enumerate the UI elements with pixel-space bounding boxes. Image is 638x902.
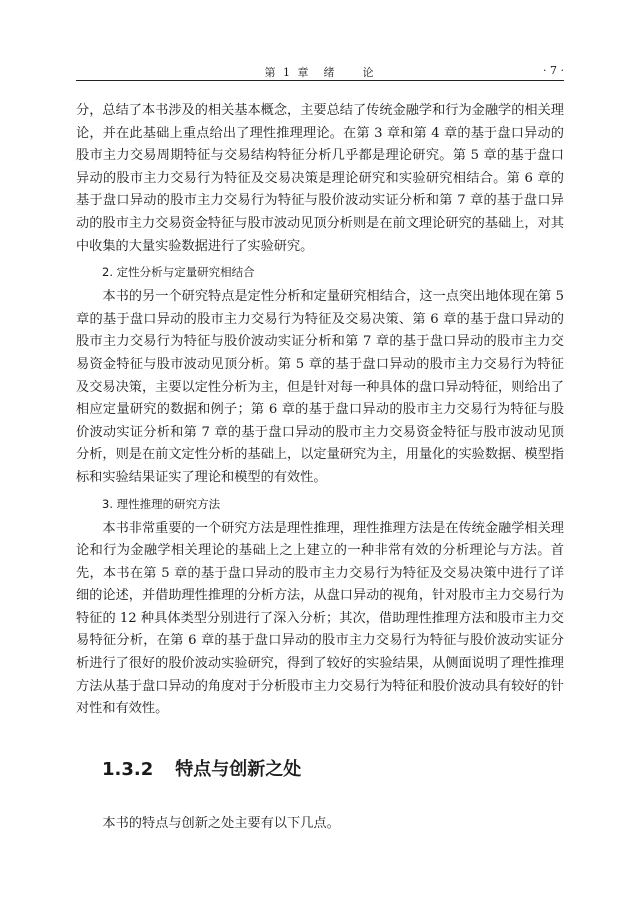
subheading-2: 2. 定性分析与定量研究相结合 [102, 265, 255, 280]
subheading-3: 3. 理性推理的研究方法 [102, 496, 221, 511]
paragraph-1: 分，总结了本书涉及的相关基本概念，主要总结了传统金融学和行为金融学的相关理论，并在此基础上重点给出了理性推理理论。在第 3 章和第 4 章的基于盘口异动的股市主力交易周期特征与交易结构特征分析几乎都是理论研究。第 5 章的基于盘口异动的股市主力交易行为特征及交易决策是理论研究和实验研究相结合。第 6 章的基于盘口异动的股市主力交易行为特征与股价波动实证分析和第 7 章的基于盘口异动的股市主力交易资金特征与股市波动见顶分析则是在前文理论研究的基础上，对其中收集的大量实验数据进行了实验研究。 [76, 103, 564, 254]
paragraph-4: 本书的特点与创新之处主要有以下几点。 [102, 815, 340, 831]
paragraph-3: 本书非常重要的一个研究方法是理性推理，理性推理方法是在传统金融学相关理论和行为金融学相关理论的基础上之上建立的一种非常有效的分析理论与方法。首先，本书在第 5 章的基于盘口异动的股市主力交易行为特征及交易决策中进行了详细的论述，并借助理性推理的分析方法，从盘口异动的视角，针对股市主力交易行为特征的 12 种具体类型分别进行了深入分析；其次，借助理性推理方法和股市主力交易特征分析，在第 6 章的基于盘口异动的股市主力交易行为特征与股价波动实证分析进行了很好的股价波动实验研究，得到了较好的实验结果，从侧面说明了理性推理方法从基于盘口异动的角度对于分析股市主力交易行为特征和股价波动具有较好的针对性和有效性。 [76, 520, 564, 717]
section-heading [102, 757, 564, 783]
section-title-text: 特点与创新之处 [175, 758, 302, 780]
paragraph-2: 本书的另一个研究特点是定性分析和定量研究相结合，这一点突出地体现在第 5 章的基于盘口异动的股市主力交易行为特征及交易决策、第 6 章的基于盘口异动的股市主力交易行为特征与股价波动实证分析和第 7 章的基于盘口异动的股市主力交易资金特征与股市波动见顶分析。第 5 章的基于盘口异动的股市主力交易行为特征及交易决策，主要以定性分析为主，但是针对每一种具体的盘口异动特征，则给出了相应定量研究的数据和例子；第 6 章的基于盘口异动的股市主力交易行为特征与股价波动实证分析和第 7 章的基于盘口异动的股市主力交易资金特征与股市波动见顶分析，则是在前文定性分析的基础上，以定量研究为主，用量化的实验数据、模型指标和实验结果证实了理论和模型的有效性。 [76, 289, 564, 485]
page-number: · 7 · [543, 64, 564, 77]
section-number: 1.3.2 [102, 758, 154, 780]
running-header [76, 60, 564, 81]
chapter-title: 第 1 章 绪 论 [264, 66, 376, 79]
page-body [76, 100, 564, 835]
